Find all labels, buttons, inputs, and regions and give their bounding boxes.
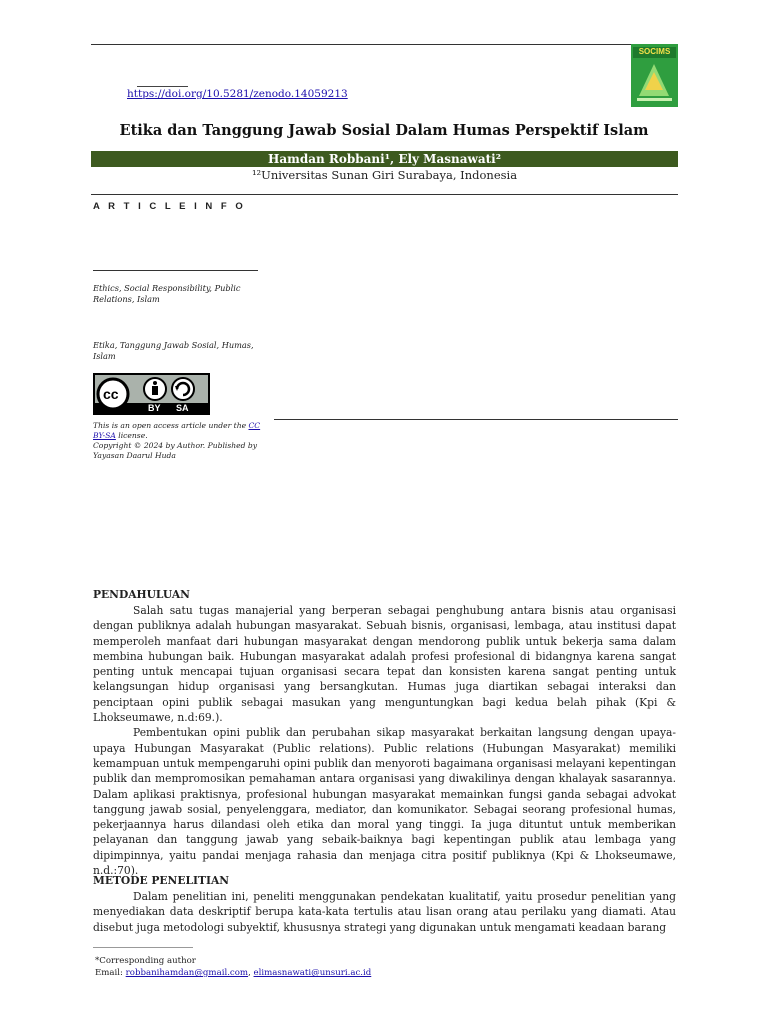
- copyright-text: Copyright © 2024 by Author. Published by Yayasan Daarul Huda: [93, 441, 258, 460]
- affiliation-rule: [91, 194, 678, 195]
- cc-by-label: BY: [148, 403, 161, 413]
- journal-logo: [631, 44, 678, 107]
- doi-short-rule: [137, 86, 188, 87]
- footnote-rule: [93, 947, 193, 948]
- intro-paragraph-2: Pembentukan opini publik dan perubahan sikap masyarakat berkaitan langsung dengan upaya-upaya Hubungan Masyarakat (Public relations). Public relations (Hubungan Masyarakat) memiliki kemampuan untuk mempengaruhi opini publik dan menyoroti bagaimana organisasi melayani kepentingan publik dan mempromosikan pemahaman antara organisasi yang diwakilinya dengan khalayak sasarannya. Dalam aplikasi praktisnya, profesional hubungan masyarakat memainkan fungsi ganda sebagai advokat tanggung jawab sosial, penyelenggara, mediator, dan komunikator. Sebagai seorang profesional humas, pekerjaannya harus dilandasi oleh etika dan moral yang tinggi. Ia juga dituntut untuk memberikan pelayanan dan tanggung jawab yang sebaik-baiknya bagi kepentingan publik atau lembaga yang dipimpinnya, yaitu pandai menjaga rahasia dan menjaga citra positif publiknya (Kpi & Lhokseumawe, n.d.:70).: [93, 726, 676, 878]
- license-pre: This is an open access article under the: [93, 421, 249, 430]
- cc-sa-label: SA: [176, 403, 189, 413]
- paper-title: Etika dan Tanggung Jawab Sosial Dalam Humas Perspektif Islam: [119, 122, 649, 139]
- author-bar: Hamdan Robbani¹, Ely Masnawati²: [91, 151, 678, 167]
- license-post: license.: [115, 431, 148, 440]
- affiliation: ¹²Universitas Sunan Giri Surabaya, Indonesia: [251, 168, 518, 182]
- corresponding-author-label: *Corresponding author: [95, 956, 196, 966]
- top-rule: [91, 44, 678, 45]
- license-text: [93, 421, 265, 461]
- email-separator: ,: [248, 968, 254, 978]
- abstract-rule: [274, 419, 678, 420]
- keywords-indonesian: Etika, Tanggung Jawab Sosial, Humas, Islam: [93, 340, 254, 361]
- intro-body: [93, 603, 676, 878]
- method-body: [93, 889, 676, 935]
- doi-link[interactable]: https://doi.org/10.5281/zenodo.14059213: [127, 88, 348, 100]
- keywords-rule: [93, 270, 258, 271]
- email-link-robbani[interactable]: robbanihamdan@gmail.com: [125, 968, 249, 978]
- cc-icon-text: cc: [103, 386, 119, 402]
- intro-paragraph-1: Salah satu tugas manajerial yang berperan sebagai penghubung antara bisnis atau organisasi dengan publiknya adalah hubungan masyarakat. Sebuah bisnis, organisasi, lembaga, atau institusi dapat memperoleh manfaat dari hubungan masyarakat dengan mendorong publik untuk bekerja sama dalam membina hubungan baik. Hubungan masyarakat adalah profesi profesional di bidangnya karena sangat penting untuk mencapai tujuan organisasi secara tepat dan konsisten karena sangat penting untuk kelangsungan hidup organisasi yang bersangkutan. Humas juga diartikan sebagai interaksi dan penciptaan opini publik sebagai masukan yang menguntungkan bagi kedua belah pihak (Kpi & Lhokseumawe, n.d:69.).: [93, 604, 676, 725]
- email-line: [95, 967, 371, 979]
- cc-by-sa-link[interactable]: CC BY-SA: [93, 421, 261, 440]
- email-link-masnawati[interactable]: elimasnawati@unsuri.ac.id: [253, 968, 372, 978]
- article-info-heading: A R T I C L E I N F O: [93, 201, 246, 212]
- cc-by-sa-badge: [93, 373, 210, 415]
- method-heading: METODE PENELITIAN: [93, 874, 229, 887]
- journal-logo-text: SOCIMS: [638, 47, 671, 56]
- method-paragraph-1: Dalam penelitian ini, peneliti menggunakan pendekatan kualitatif, yaitu prosedur penelitian yang menyediakan data deskriptif berupa kata-kata tertulis atau lisan orang atau perilaku yang diamati. Atau disebut juga metodologi subyektif, khususnya strategi yang digunakan untuk mengamati keadaan barang: [93, 890, 676, 934]
- keywords-english: Ethics, Social Responsibility, Public Relations, Islam: [93, 283, 241, 304]
- intro-heading: PENDAHULUAN: [93, 588, 190, 601]
- footnote: [95, 955, 371, 979]
- email-label: Email:: [95, 968, 126, 978]
